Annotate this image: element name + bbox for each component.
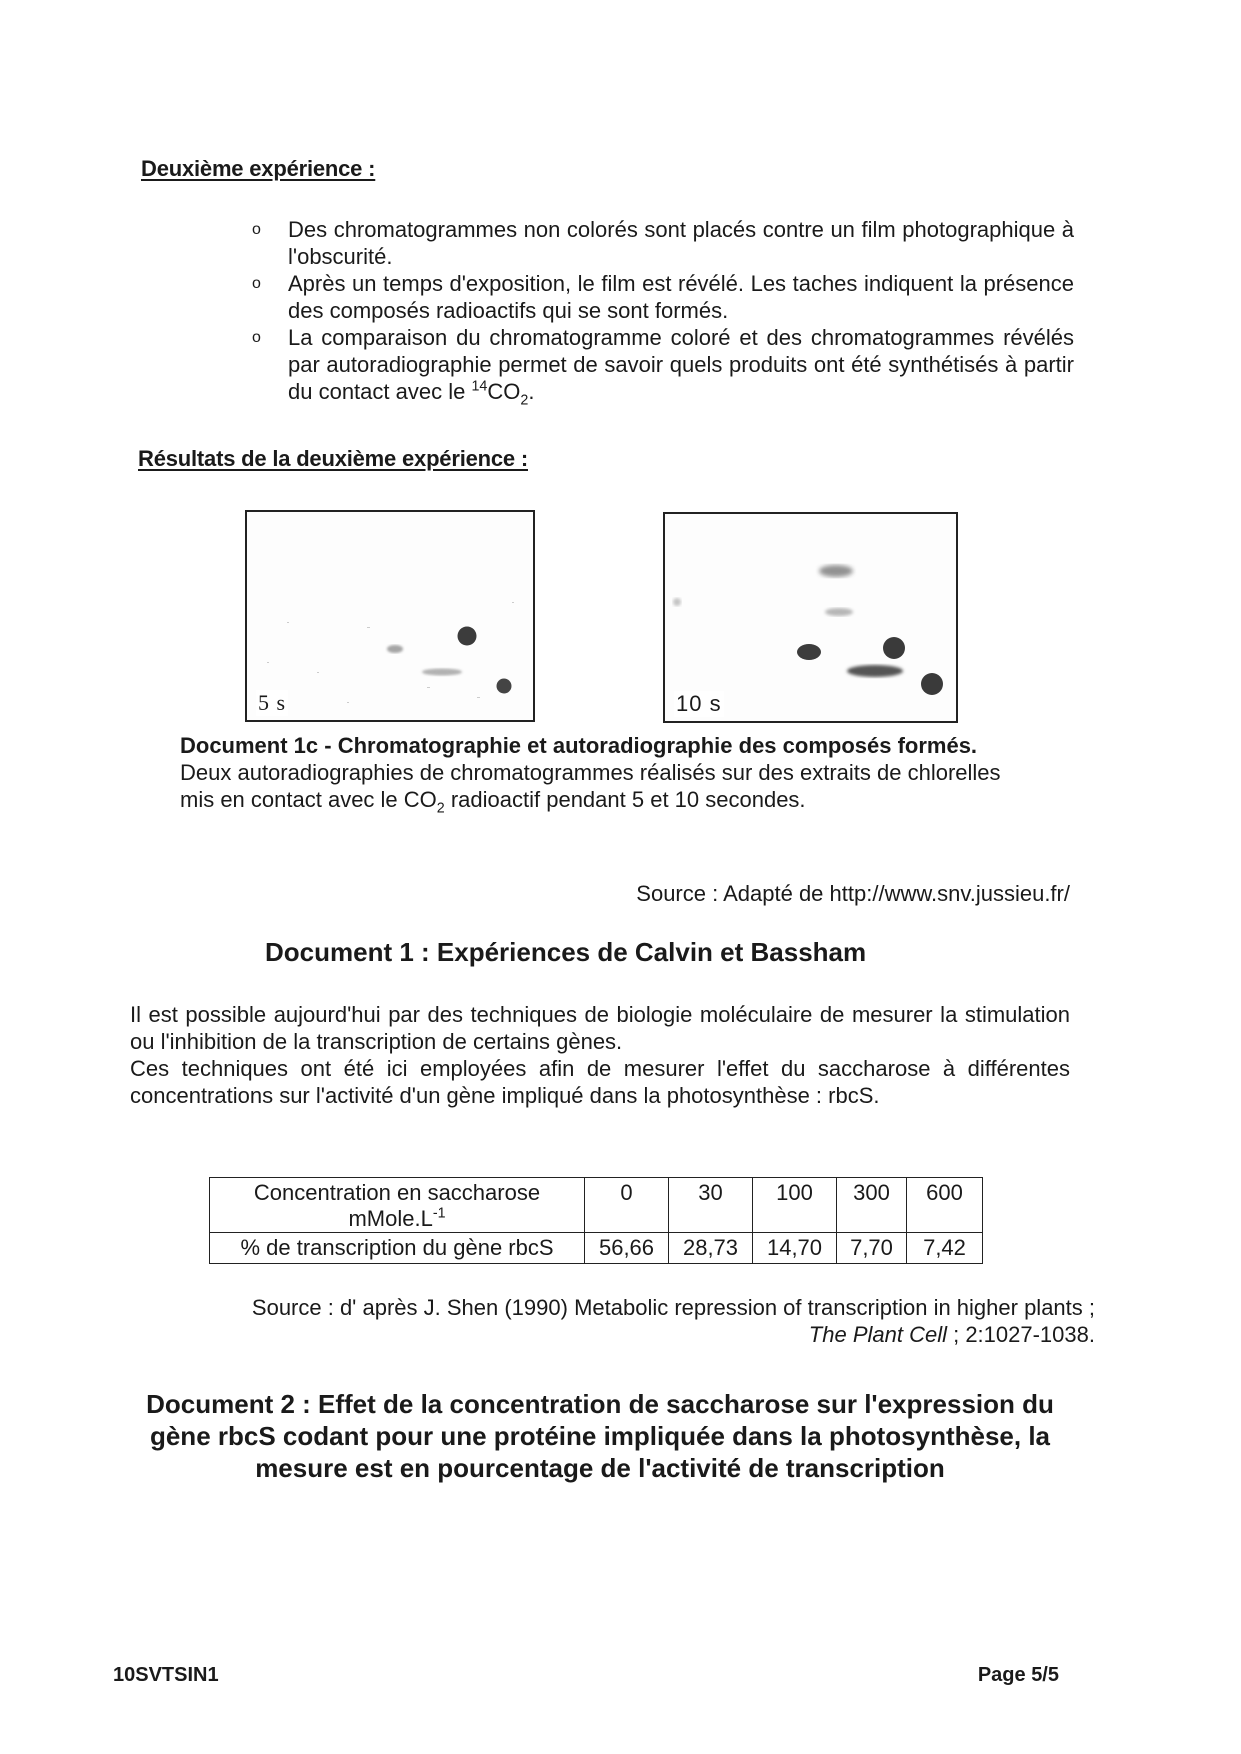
- row-header-unit: mMole.L: [348, 1206, 433, 1231]
- footer-page-number: Page 5/5: [977, 1664, 1059, 1686]
- caption-text-end: radioactif pendant 5 et 10 secondes.: [444, 787, 806, 812]
- source-2-citation: ; 2:1027-1038.: [946, 1322, 1095, 1347]
- bullet-item: [252, 270, 1074, 324]
- source-2-journal: The Plant Cell: [808, 1322, 947, 1347]
- spot-lower-right-dark: [921, 673, 943, 695]
- autoradiograph-label-5s: 5 s: [258, 690, 287, 715]
- row-header-unit-exponent: -1: [432, 1205, 446, 1222]
- figure-caption-title: Document 1c - Chromatographie et autoradiographie des composés formés.: [180, 733, 978, 758]
- bullet-item: [252, 324, 1074, 409]
- bullet-circle-icon: o: [252, 275, 261, 292]
- table-cell-concentration: 600: [907, 1178, 983, 1233]
- table-cell-concentration: 30: [669, 1178, 753, 1233]
- background-noise: [267, 602, 514, 703]
- autoradiograph-10s-spots: [665, 514, 956, 721]
- spot-large-dark: [458, 627, 477, 646]
- intro-paragraph-2: Ces techniques ont été ici employées afin de mesurer l'effet du saccharose à différentes concentrations sur l'activité d'un gène impliqué dans la photosynthèse : rbcS.: [130, 1056, 1070, 1108]
- table-cell-concentration: 100: [753, 1178, 837, 1233]
- source-2-line-2: [140, 1321, 1095, 1348]
- row-header-transcription: % de transcription du gène rbcS: [210, 1233, 585, 1264]
- footer-exam-code: 10SVTSIN1: [113, 1664, 219, 1686]
- caption-text-start: Deux autoradiographies de chromatogrammes réalisés sur des extraits de chlorelles mis en contact avec le: [180, 760, 1001, 812]
- figure-caption-document-1c: [180, 732, 1010, 817]
- table-cell-concentration: 300: [837, 1178, 907, 1233]
- table-cell-transcription: 7,70: [837, 1233, 907, 1264]
- source-citation-2: [140, 1294, 1095, 1348]
- caption-molecule: CO: [403, 787, 437, 812]
- bullet-circle-icon: o: [252, 221, 261, 238]
- row-header-concentration: [210, 1178, 585, 1233]
- autoradiograph-10s: [663, 512, 958, 723]
- spot-streak-faint: [422, 669, 462, 676]
- isotope-superscript: 14: [471, 378, 488, 395]
- spot-streak-dark: [847, 665, 903, 677]
- procedure-bullet-list: [252, 216, 1074, 409]
- table-cell-transcription: 7,42: [907, 1233, 983, 1264]
- autoradiograph-5s-spots: [247, 512, 533, 720]
- bullet-text-end: .: [528, 379, 535, 404]
- table-row-transcription: [210, 1233, 983, 1264]
- table-cell-transcription: 56,66: [585, 1233, 669, 1264]
- sucrose-transcription-table: [209, 1177, 983, 1264]
- table-cell-transcription: 14,70: [753, 1233, 837, 1264]
- bullet-text: La comparaison du chromatogramme coloré et des chromatogrammes révélés par autoradiographie permet de savoir quels produits ont été synthétisés à partir du contact avec le: [288, 325, 1074, 404]
- autoradiograph-5s: [245, 510, 535, 722]
- spot-oval-dark: [797, 644, 821, 660]
- table-cell-transcription: 28,73: [669, 1233, 753, 1264]
- table-cell-concentration: 0: [585, 1178, 669, 1233]
- bullet-text: Après un temps d'exposition, le film est révélé. Les taches indiquent la présence des composés radioactifs qui se sont formés.: [288, 271, 1074, 323]
- intro-paragraphs: [130, 1001, 1070, 1109]
- intro-paragraph-1: Il est possible aujourd'hui par des techniques de biologie moléculaire de mesurer la stimulation ou l'inhibition de la transcription de certains gènes.: [130, 1002, 1070, 1054]
- caption-molecule-subscript: 2: [436, 800, 445, 817]
- spot-small-faint: [387, 645, 403, 653]
- source-2-line-1: Source : d' après J. Shen (1990) Metabolic repression of transcription in higher plants ;: [251, 1295, 1095, 1320]
- molecule-subscript: 2: [520, 392, 529, 409]
- bullet-item: [252, 216, 1074, 270]
- document-2-title: Document 2 : Effet de la concentration de saccharose sur l'expression du gène rbcS codant pour une protéine impliquée dans la photosynthèse, la mesure est en pourcentage de l'activité de transcription: [146, 1389, 1054, 1483]
- bullet-text: Des chromatogrammes non colorés sont placés contre un film photographique à l'obscurité.: [288, 217, 1074, 269]
- bullet-circle-icon: o: [252, 329, 261, 346]
- spot-medium-dark: [497, 679, 512, 694]
- figure-caption-text: [180, 759, 1010, 817]
- autoradiograph-label-10s: 10 s: [676, 691, 722, 716]
- source-citation-1: Source : Adapté de http://www.snv.jussieu.fr/: [636, 881, 1070, 906]
- spot-large-dark: [883, 637, 905, 659]
- spot-middle-faint: [825, 608, 853, 616]
- document-1-title: Document 1 : Expériences de Calvin et Bassham: [265, 937, 867, 967]
- table-row-concentration: [210, 1178, 983, 1233]
- section-heading-deuxieme-experience: Deuxième expérience :: [141, 156, 376, 181]
- results-heading: Résultats de la deuxième expérience :: [138, 446, 528, 471]
- molecule-formula: CO: [487, 379, 521, 404]
- spot-upper-diffuse: [819, 565, 853, 577]
- row-header-line-1: Concentration en saccharose: [253, 1180, 541, 1205]
- spot-left-faint: [673, 598, 681, 606]
